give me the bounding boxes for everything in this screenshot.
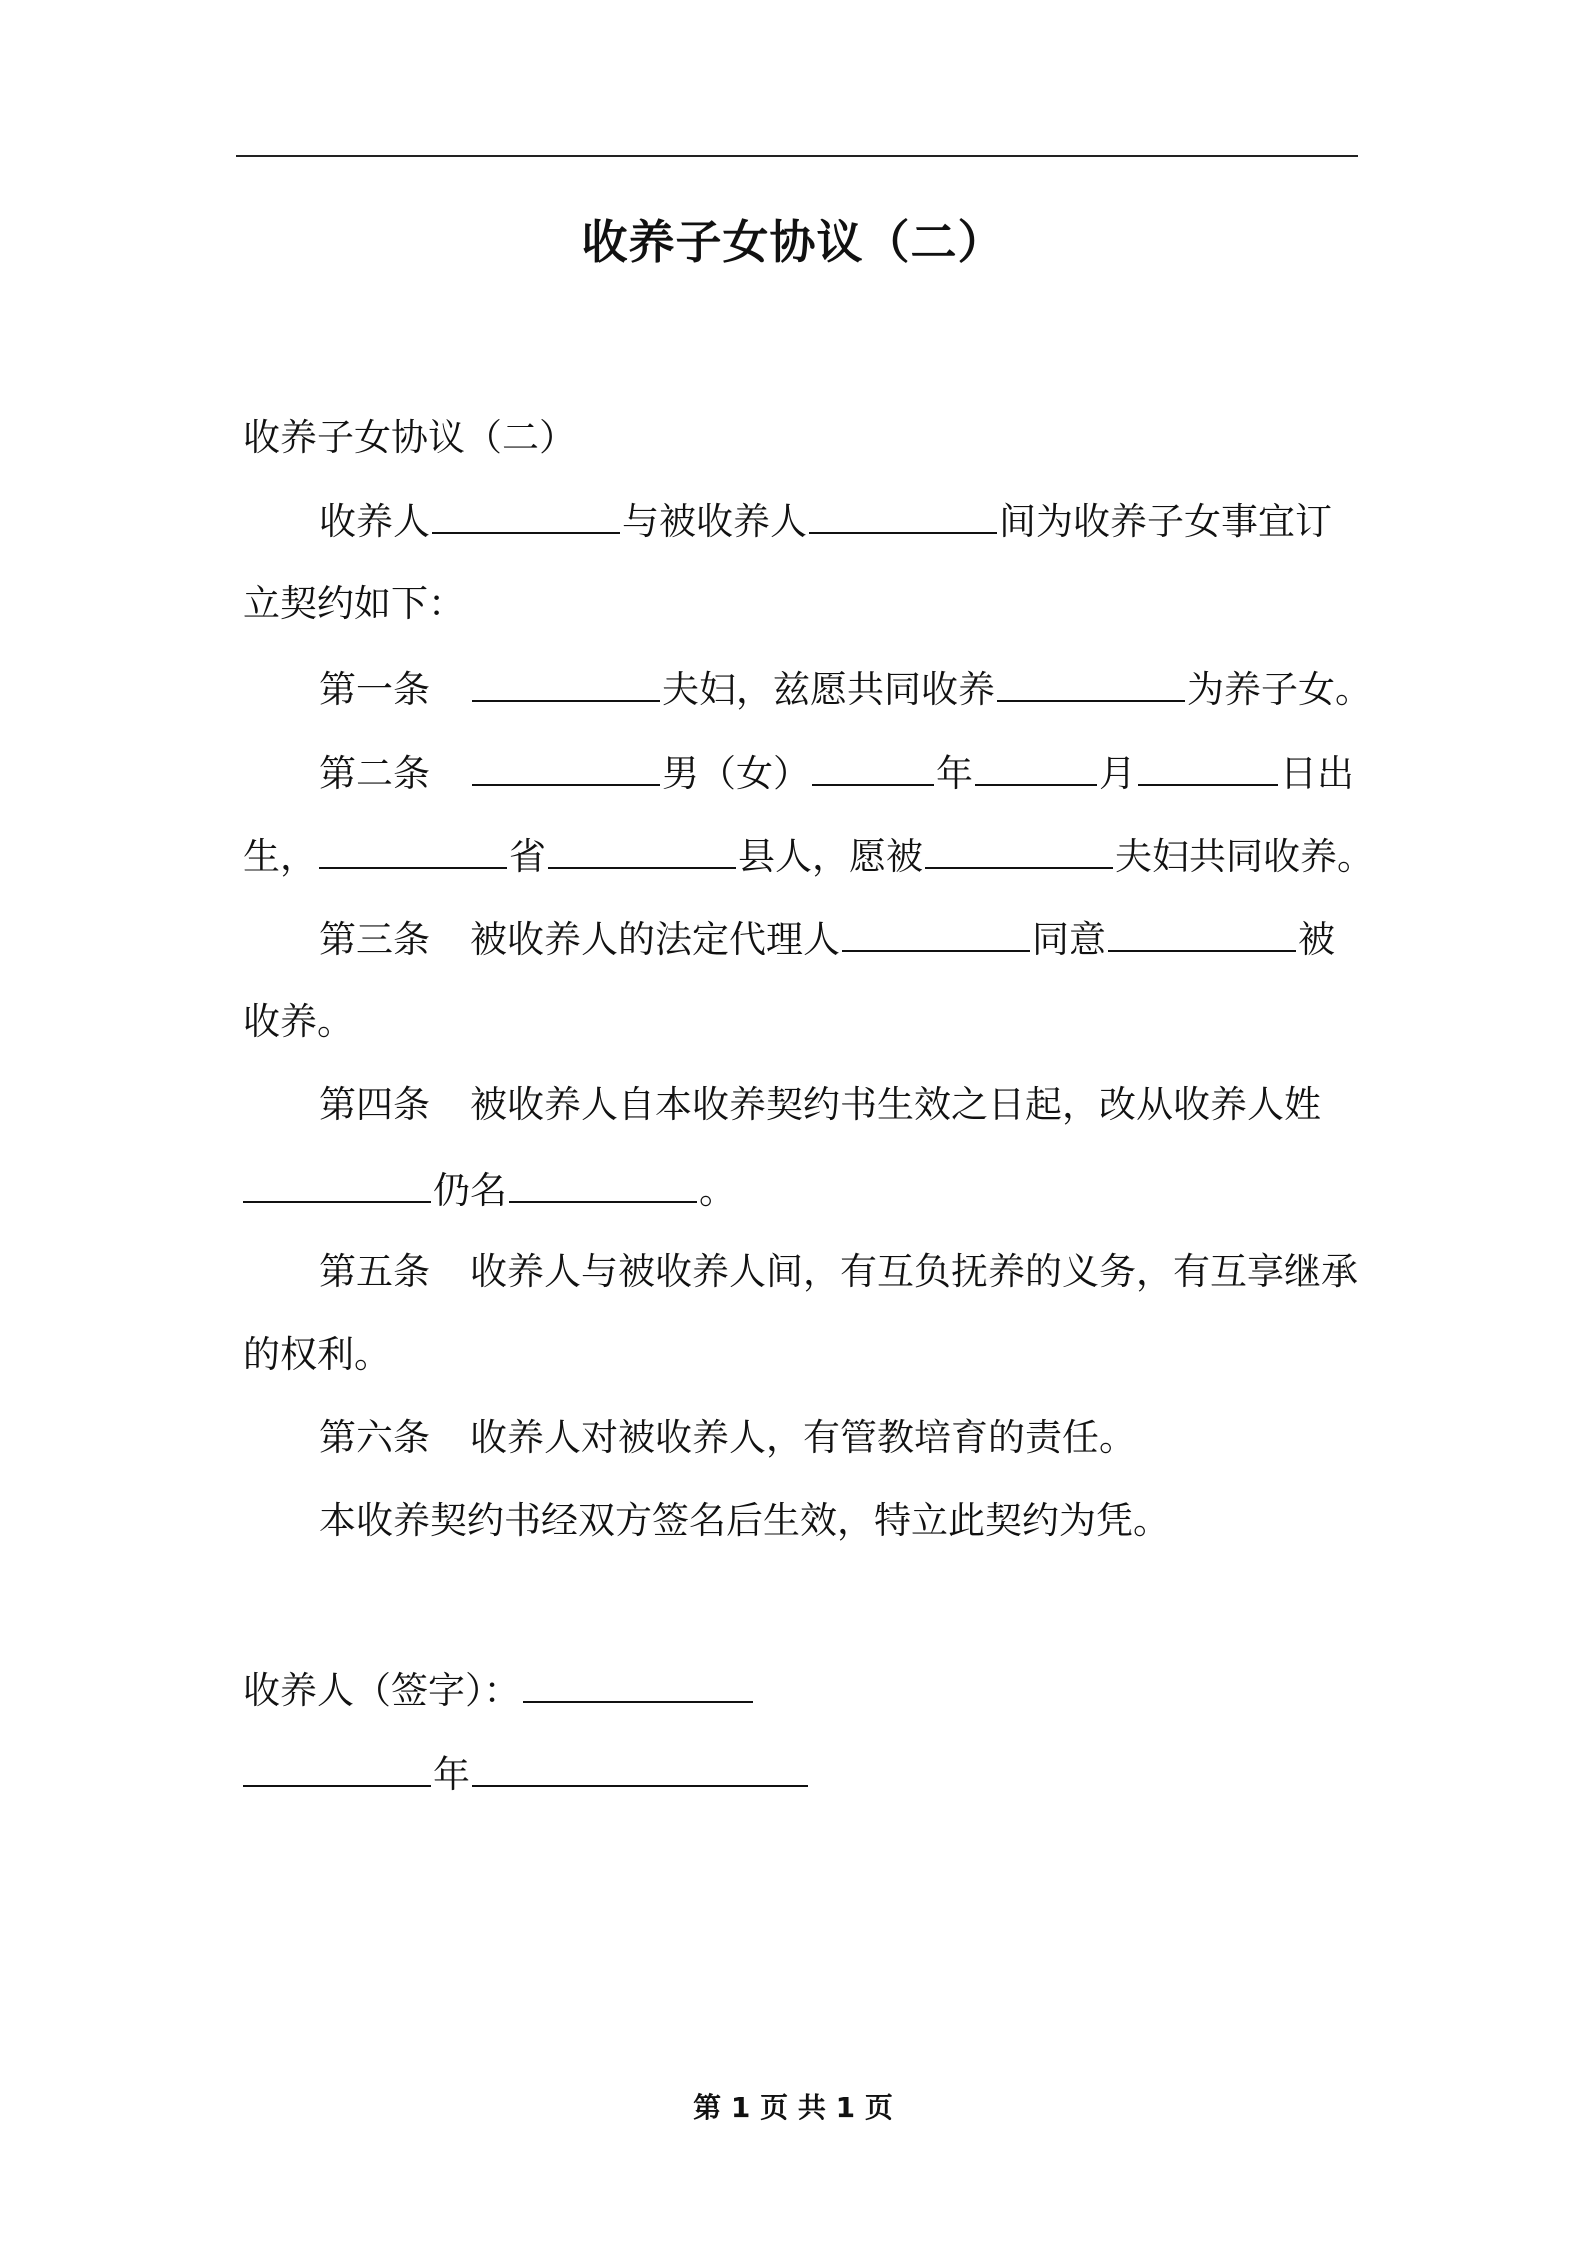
province-blank[interactable] — [319, 829, 507, 869]
article-3-line-1: 第三条 被收养人的法定代理人 同意 被 — [319, 912, 1335, 964]
article-6: 第六条 收养人对被收养人，有管教培育的责任。 — [319, 1412, 1136, 1464]
birth-year-blank[interactable] — [812, 746, 934, 786]
document-subtitle: 收养子女协议（二） — [243, 416, 576, 459]
birth-month-blank[interactable] — [975, 746, 1097, 786]
article-2-line-1: 第二条 男（女） 年 月 日出 — [319, 746, 1354, 798]
surname-blank[interactable] — [243, 1163, 431, 1203]
closing-statement: 本收养契约书经双方签名后生效，特立此契约为凭。 — [319, 1499, 1170, 1542]
header-rule — [236, 155, 1358, 157]
adopter-name-blank[interactable] — [432, 494, 620, 534]
article-3-label: 第三条 — [319, 918, 430, 961]
adopting-couple-blank[interactable] — [925, 829, 1113, 869]
article-2-label: 第二条 — [319, 752, 430, 795]
article-2-name-blank[interactable] — [472, 746, 660, 786]
article-5-line-2: 的权利。 — [243, 1333, 391, 1376]
legal-representative-blank[interactable] — [842, 912, 1030, 952]
article-6-label: 第六条 — [319, 1416, 430, 1459]
intro-line-1: 收养人 与被收养人 间为收养子女事宜订 — [319, 494, 1332, 546]
signature-date-line: 年 — [243, 1747, 810, 1799]
signature-year-blank[interactable] — [243, 1747, 431, 1787]
article-2-line-2: 生， 省 县人，愿被 夫妇共同收养。 — [243, 829, 1374, 881]
article-1: 第一条 夫妇，兹愿共同收养 为养子女。 — [319, 662, 1372, 714]
article-1-child-blank[interactable] — [997, 662, 1185, 702]
page-number: 第 1 页 共 1 页 — [693, 2091, 893, 2124]
article-4-line-1: 第四条 被收养人自本收养契约书生效之日起，改从收养人姓 — [319, 1079, 1321, 1131]
county-blank[interactable] — [548, 829, 736, 869]
consent-person-blank[interactable] — [1108, 912, 1296, 952]
article-5-line-1: 第五条 收养人与被收养人间，有互负抚养的义务，有互享继承 — [319, 1246, 1358, 1298]
signature-line: 收养人（签字）： — [243, 1663, 755, 1715]
article-3-line-2: 收养。 — [243, 1000, 354, 1043]
intro-line-2: 立契约如下： — [243, 582, 465, 625]
adoptee-name-blank[interactable] — [809, 494, 997, 534]
signature-date-blank[interactable] — [472, 1747, 808, 1787]
article-4-label: 第四条 — [319, 1083, 430, 1126]
given-name-blank[interactable] — [509, 1163, 697, 1203]
document-title: 收养子女协议（二） — [581, 215, 1005, 269]
article-1-label: 第一条 — [319, 668, 430, 711]
birth-day-blank[interactable] — [1138, 746, 1278, 786]
article-5-label: 第五条 — [319, 1250, 430, 1293]
article-1-couple-blank[interactable] — [472, 662, 660, 702]
article-4-line-2: 仍名 。 — [243, 1163, 736, 1215]
adopter-signature-blank[interactable] — [523, 1663, 753, 1703]
